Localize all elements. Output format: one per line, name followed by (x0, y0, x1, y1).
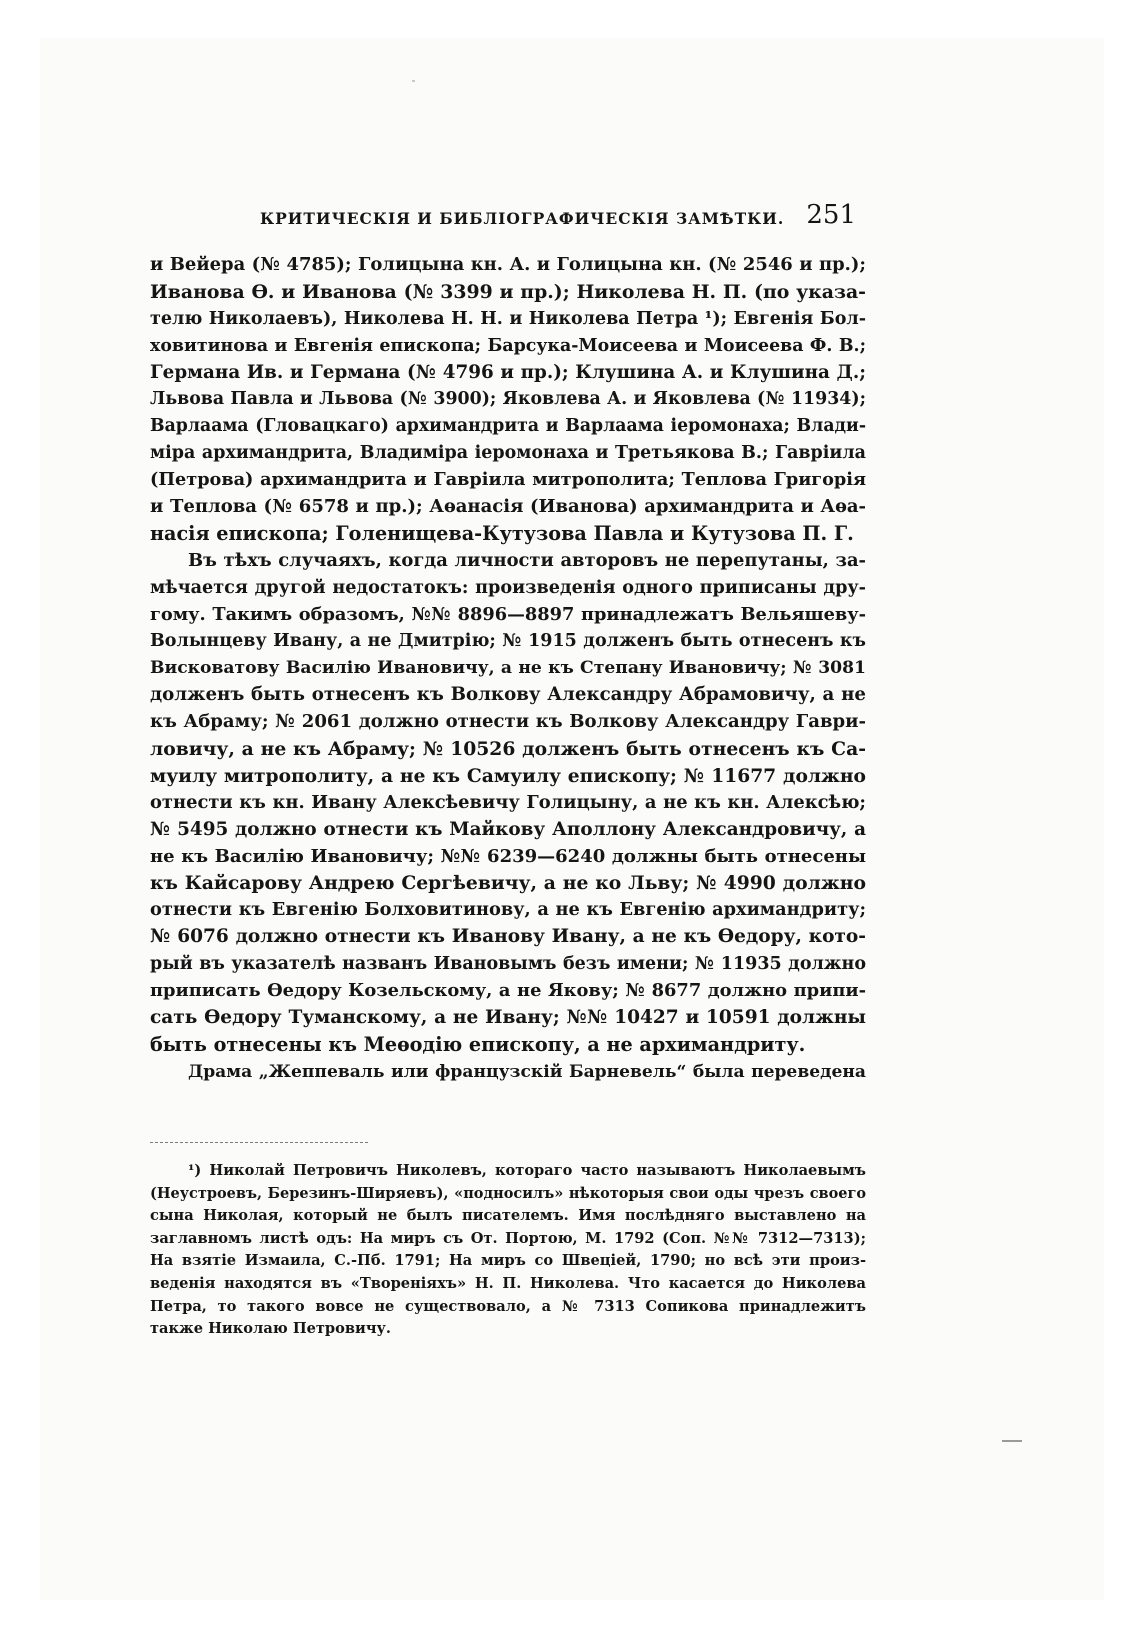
text-line: Драма „Жеппеваль или французскій Барневель“ была переведена (188, 1061, 866, 1082)
text-line: № 6076 должно отнести къ Иванову Ивану, а не къ Ѳедору, кото- (150, 926, 866, 948)
running-title: КРИТИЧЕСКІЯ И БИБЛІОГРАФИЧЕСКІЯ ЗАМѢТКИ. (260, 209, 785, 228)
text-line: быть отнесены къ Меѳодію епископу, а не архимандриту. (150, 1032, 806, 1056)
footnote-line: сына Николая, который не былъ писателемъ. Имя послѣдняго выставлено на (150, 1207, 866, 1225)
text-line: рый въ указателѣ названъ Ивановымъ безъ имени; № 11935 должно (150, 954, 866, 975)
footnote-line: На взятіе Измаила, С.-Пб. 1791; На миръ со Швеціей, 1790; но всѣ эти произ- (150, 1252, 866, 1270)
page-number: 251 (806, 200, 856, 230)
text-line: насія епископа; Голенищева-Кутузова Павла и Кутузова П. Г. (150, 521, 854, 545)
text-line: долженъ быть отнесенъ къ Волкову Александру Абрамовичу, а не (150, 684, 866, 706)
text-line: мѣчается другой недостатокъ: произведенія одного приписаны дру- (150, 576, 866, 598)
text-line: Львова Павла и Львова (№ 3900); Яковлева А. и Яковлева (№ 11934); (150, 389, 866, 410)
text-line: отнести къ Евгенію Болховитинову, а не къ Евгенію архимандриту; (150, 899, 866, 921)
text-line: міра архимандрита, Владиміра іеромонаха и Третьякова В.; Гавріила (150, 443, 866, 464)
footnote-separator (150, 1142, 368, 1143)
scan-edge-mark (1002, 1440, 1022, 1442)
footnote-line: (Неустроевъ, Березинъ-Ширяевъ), «подносилъ» нѣкоторыя свои оды чрезъ своего (150, 1184, 866, 1202)
footnote-line: ¹) Николай Петровичъ Николевъ, котораго часто называютъ Николаевымъ (188, 1162, 866, 1179)
text-line: № 5495 должно отнести къ Майкову Аполлону Александровичу, а (150, 818, 866, 840)
footnote-line: веденія находятся въ «Твореніяхъ» Н. П. Николева. Что касается до Николева (150, 1274, 866, 1292)
scan-speck (412, 80, 415, 82)
text-line: ловичу, а не къ Абраму; № 10526 долженъ быть отнесенъ къ Са- (150, 738, 866, 761)
text-line: муилу митрополиту, а не къ Самуилу епископу; № 11677 должно (150, 764, 866, 787)
text-line: къ Абраму; № 2061 должно отнести къ Волкову Александру Гаври- (150, 711, 866, 733)
text-line: Германа Ив. и Германа (№ 4796 и пр.); Клушина А. и Клушина Д.; (150, 361, 866, 383)
text-line: гому. Такимъ образомъ, №№ 8896—8897 принадлежатъ Вельяшеву- (150, 603, 866, 625)
text-line: не къ Василію Ивановичу; №№ 6239—6240 должны быть отнесены (150, 845, 866, 867)
text-line: Варлаама (Гловацкаго) архимандрита и Варлаама іеромонаха; Влади- (150, 416, 866, 437)
text-line: приписать Ѳедору Козельскому, а не Якову; № 8677 должно припи- (150, 980, 866, 1002)
text-line: (Петрова) архимандрита и Гавріила митрополита; Теплова Григорія (150, 469, 866, 491)
text-line: и Теплова (№ 6578 и пр.); Аѳанасія (Иванова) архимандрита и Аѳа- (150, 496, 866, 518)
text-line: Волынцеву Ивану, а не Дмитрію; № 1915 долженъ быть отнесенъ къ (150, 631, 866, 652)
footnote-line: заглавномъ листѣ одъ: На миръ съ От. Портою, М. 1792 (Соп. №№ 7312—7313); (150, 1229, 866, 1247)
footnote (150, 1160, 866, 1341)
text-line: отнести къ кн. Ивану Алексѣевичу Голицыну, а не къ кн. Алексѣю; (150, 791, 866, 813)
text-line: Иванова Ѳ. и Иванова (№ 3399 и пр.); Николева Н. П. (по указа- (150, 280, 866, 303)
text-line: Висковатову Василію Ивановичу, а не къ Степану Ивановичу; № 3081 (150, 658, 866, 679)
footnote-line: также Николаю Петровичу. (150, 1320, 391, 1338)
text-line: сать Ѳедору Туманскому, а не Ивану; №№ 10427 и 10591 должны (150, 1006, 866, 1028)
running-head (150, 200, 866, 240)
text-line: телю Николаевъ), Николева Н. Н. и Николева Петра ¹); Евгенія Бол- (150, 308, 866, 329)
main-text (150, 252, 866, 1086)
text-line: къ Кайсарову Андрею Сергѣевичу, а не ко Льву; № 4990 должно (150, 872, 866, 895)
text-line: Въ тѣхъ случаяхъ, когда личности авторовъ не перепутаны, за- (188, 549, 866, 571)
text-line: и Вейера (№ 4785); Голицына кн. А. и Голицына кн. (№ 2546 и пр.); (150, 254, 866, 275)
footnote-line: Петра, то такого вовсе не существовало, а № 7313 Сопикова принадлежитъ (150, 1297, 866, 1315)
text-line: ховитинова и Евгенія епископа; Барсука-Моисеева и Моисеева Ф. В.; (150, 335, 866, 356)
